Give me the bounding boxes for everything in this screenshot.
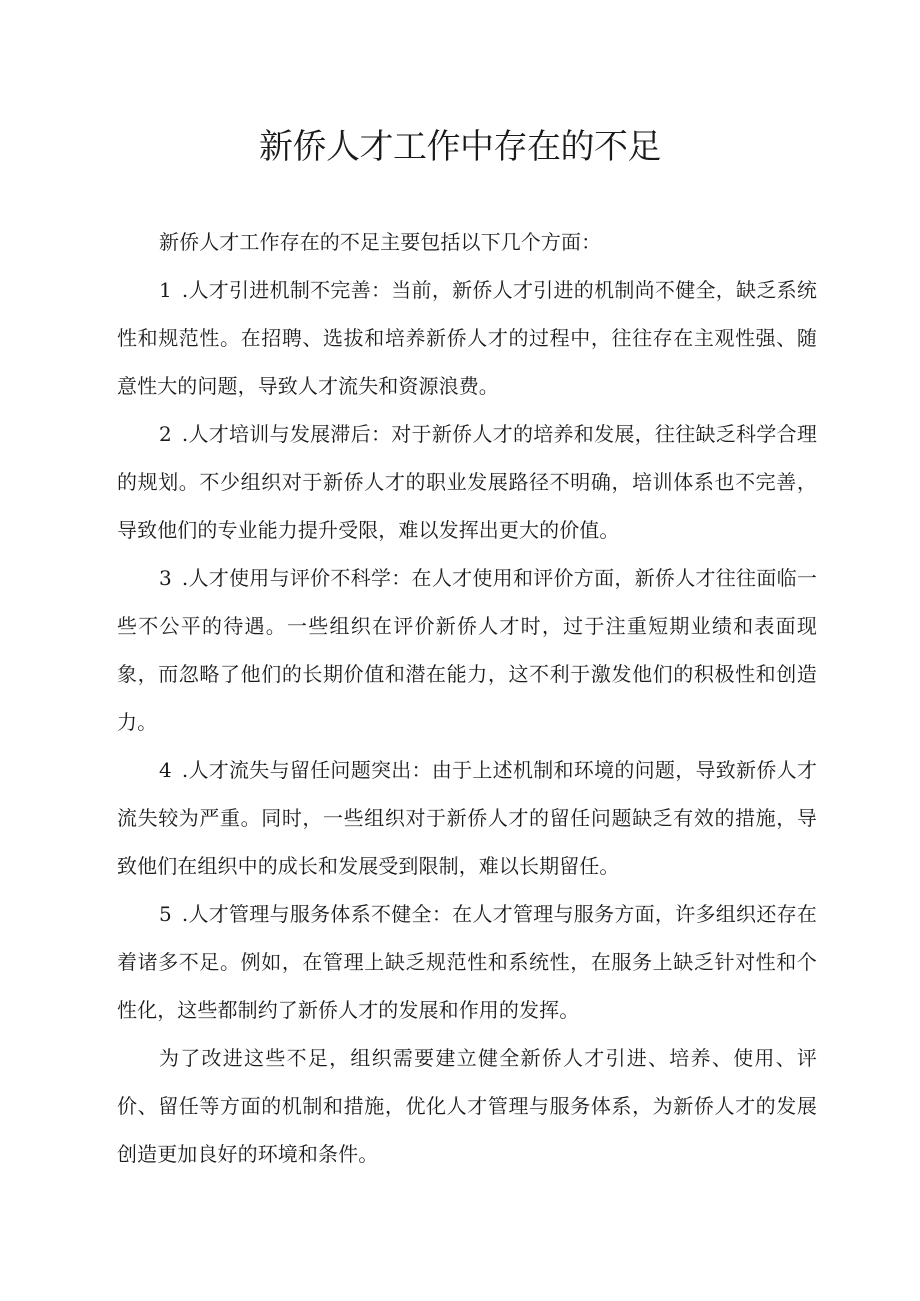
paragraph-text: .人才使用与评价不科学：在人才使用和评价方面，新侨人才往往面临一些不公平的待遇。一些组织在评价新侨人才时，过于注重短期业绩和表面现象，而忽略了他们的长期价值和潜在能力，这不利于激发他们的积极性和创造力。 (117, 566, 817, 734)
paragraph-text: 为了改进这些不足，组织需要建立健全新侨人才引进、培养、使用、评价、留任等方面的机制和措施，优化人才管理与服务体系，为新侨人才的发展创造更加良好的环境和条件。 (117, 1046, 817, 1166)
point-paragraph-5 (117, 890, 817, 1034)
point-paragraph-3 (117, 554, 817, 746)
conclusion-paragraph (117, 1034, 817, 1178)
document-body (117, 218, 817, 1178)
paragraph-text: .人才管理与服务体系不健全：在人才管理与服务方面，许多组织还存在着诸多不足。例如，在管理上缺乏规范性和系统性，在服务上缺乏针对性和个性化，这些都制约了新侨人才的发展和作用的发挥。 (117, 902, 817, 1022)
point-paragraph-4 (117, 746, 817, 890)
paragraph-text: .人才培训与发展滞后：对于新侨人才的培养和发展，往往缺乏科学合理的规划。不少组织对于新侨人才的职业发展路径不明确，培训体系也不完善，导致他们的专业能力提升受限，难以发挥出更大的价值。 (117, 422, 817, 542)
paragraph-text: 新侨人才工作存在的不足主要包括以下几个方面： (159, 230, 602, 254)
paragraph-number: 2 (159, 422, 172, 446)
paragraph-number: 4 (159, 758, 172, 782)
intro-paragraph (117, 218, 817, 266)
point-paragraph-2 (117, 410, 817, 554)
paragraph-number: 1 (159, 278, 172, 302)
point-paragraph-1 (117, 266, 817, 410)
paragraph-number: 3 (159, 566, 172, 590)
paragraph-text: .人才流失与留任问题突出：由于上述机制和环境的问题，导致新侨人才流失较为严重。同时，一些组织对于新侨人才的留任问题缺乏有效的措施，导致他们在组织中的成长和发展受到限制，难以长期留任。 (117, 758, 817, 878)
paragraph-text: .人才引进机制不完善：当前，新侨人才引进的机制尚不健全，缺乏系统性和规范性。在招聘、选拔和培养新侨人才的过程中，往往存在主观性强、随意性大的问题，导致人才流失和资源浪费。 (117, 278, 817, 398)
paragraph-number: 5 (159, 902, 172, 926)
document-title: 新侨人才工作中存在的不足 (259, 127, 661, 167)
